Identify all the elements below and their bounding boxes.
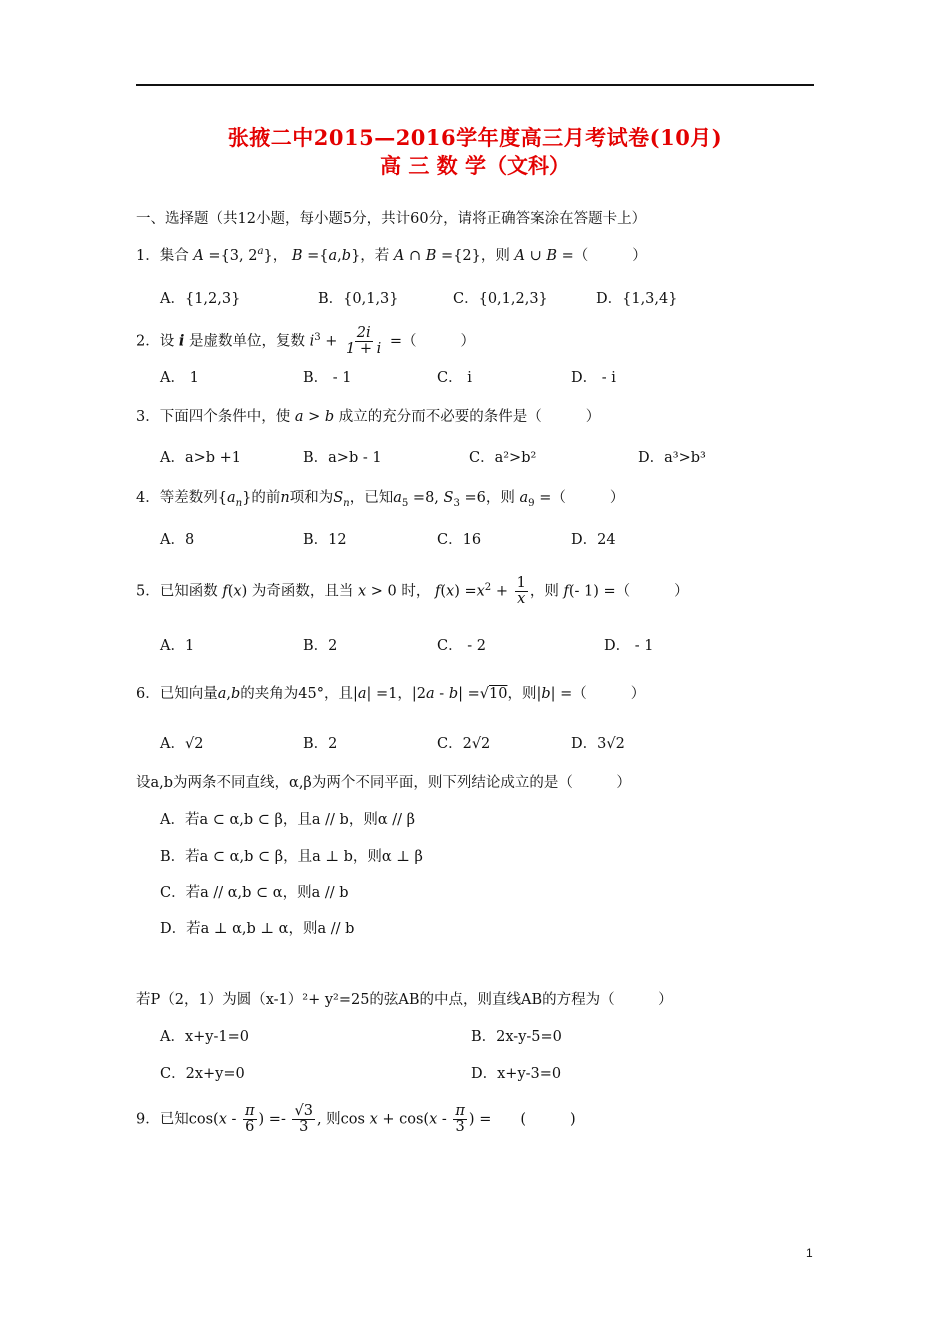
- question-9: 9．已知cos(x - $\frac{\pi}{6}$ ) =- $\frac{√3}{3}$ , 则cos x + cos(x - $\frac{\pi}{3}$ ) = ( ): [136, 1103, 576, 1136]
- q7-option-d: D．若a ⊥ α,b ⊥ α，则a // b: [160, 921, 355, 937]
- section-heading: 一、选择题（共12小题，每小题5分，共计60分，请将正确答案涂在答题卡上）: [136, 211, 647, 227]
- q6-option-a: A．√2: [160, 736, 204, 752]
- q1-option-a: A．{1,2,3}: [160, 291, 241, 307]
- question-2: 2．设 i 是虚数单位，复数 $i^3$ + $\frac{2i}{1 + i}$ =（ ）: [136, 325, 476, 358]
- question-7: 设a,b为两条不同直线，α,β为两个不同平面，则下列结论成立的是（ ）: [136, 775, 631, 791]
- q1-option-b: B．{0,1,3}: [318, 291, 399, 307]
- exam-subtitle: 高 三 数 学（文科）: [380, 153, 570, 178]
- q3-option-a: A．a>b +1: [160, 450, 242, 466]
- q6-option-d: D．3√2: [571, 736, 625, 752]
- q4-option-b: B．12: [303, 532, 347, 548]
- q5-option-d: D． - 1: [604, 638, 654, 654]
- exam-title: 张掖二中2015—2016学年度高三月考试卷(10月): [227, 125, 723, 150]
- q8-option-c: C．2x+y=0: [160, 1066, 245, 1082]
- page-number: 1: [806, 1246, 813, 1260]
- q2-option-c: C． i: [437, 370, 472, 386]
- q4-option-c: C．16: [437, 532, 482, 548]
- q2-option-d: D． - i: [571, 370, 616, 386]
- q8-option-a: A．x+y-1=0: [160, 1029, 249, 1045]
- q8-option-d: D．x+y-3=0: [471, 1066, 562, 1082]
- question-number: 5．: [136, 583, 160, 600]
- q4-option-a: A．8: [160, 532, 195, 548]
- q2-option-b: B． - 1: [303, 370, 352, 386]
- top-rule: [136, 84, 814, 86]
- q7-option-a: A．若a ⊂ α,b ⊂ β，且a // b，则α // β: [160, 812, 415, 828]
- q3-option-b: B．a>b - 1: [303, 450, 382, 466]
- q1-option-c: C．{0,1,2,3}: [453, 291, 548, 307]
- question-1: 1．集合 A ={3, 2$^a$}， B ={a,b}，若 A ∩ B ={2}，则 A ∪ B =（ ）: [136, 246, 647, 264]
- question-3: 3．下面四个条件中，使 a > b 成立的充分而不必要的条件是（ ）: [136, 409, 601, 425]
- q6-option-b: B．2: [303, 736, 338, 752]
- question-5: 5．已知函数 f(x) 为奇函数，且当 x > 0 时， $f(x) =x^2$ + $\frac{1}{x}$ ，则 f(- 1) =（ ）: [136, 575, 689, 608]
- q2-option-a: A． 1: [160, 370, 199, 386]
- question-number: 3．: [136, 409, 160, 425]
- q3-option-d: D．a³>b³: [638, 450, 706, 466]
- question-4: 4．等差数列$\{a_n\}$的前n项和为$S_n$，已知$a_5 =8$, $S_3 =6$，则 $a_9$ =（ ）: [136, 490, 625, 509]
- question-6: 6．已知向量a,b的夹角为45°，且|a| =1，|2a - b| =√10，则|b| =（ ）: [136, 686, 646, 702]
- q5-option-b: B．2: [303, 638, 338, 654]
- question-number: 1．: [136, 248, 160, 264]
- q4-option-d: D．24: [571, 532, 616, 548]
- q7-option-b: B．若a ⊂ α,b ⊂ β，且a ⊥ b，则α ⊥ β: [160, 849, 423, 865]
- question-number: 6．: [136, 686, 160, 702]
- q1-option-d: D．{1,3,4}: [596, 291, 678, 307]
- q7-option-c: C．若a // α,b ⊂ α，则a // b: [160, 885, 349, 901]
- q5-option-c: C． - 2: [437, 638, 486, 654]
- q5-option-a: A．1: [160, 638, 195, 654]
- question-8: 若P（2，1）为圆（x-1）²+ y²=25的弦AB的中点，则直线AB的方程为（ ）: [136, 992, 673, 1008]
- q8-option-b: B．2x-y-5=0: [471, 1029, 562, 1045]
- q3-option-c: C．a²>b²: [469, 450, 537, 466]
- question-number: 4．: [136, 490, 160, 506]
- question-number: 2．: [136, 333, 160, 350]
- question-number: 9．: [136, 1111, 160, 1128]
- q6-option-c: C．2√2: [437, 736, 491, 752]
